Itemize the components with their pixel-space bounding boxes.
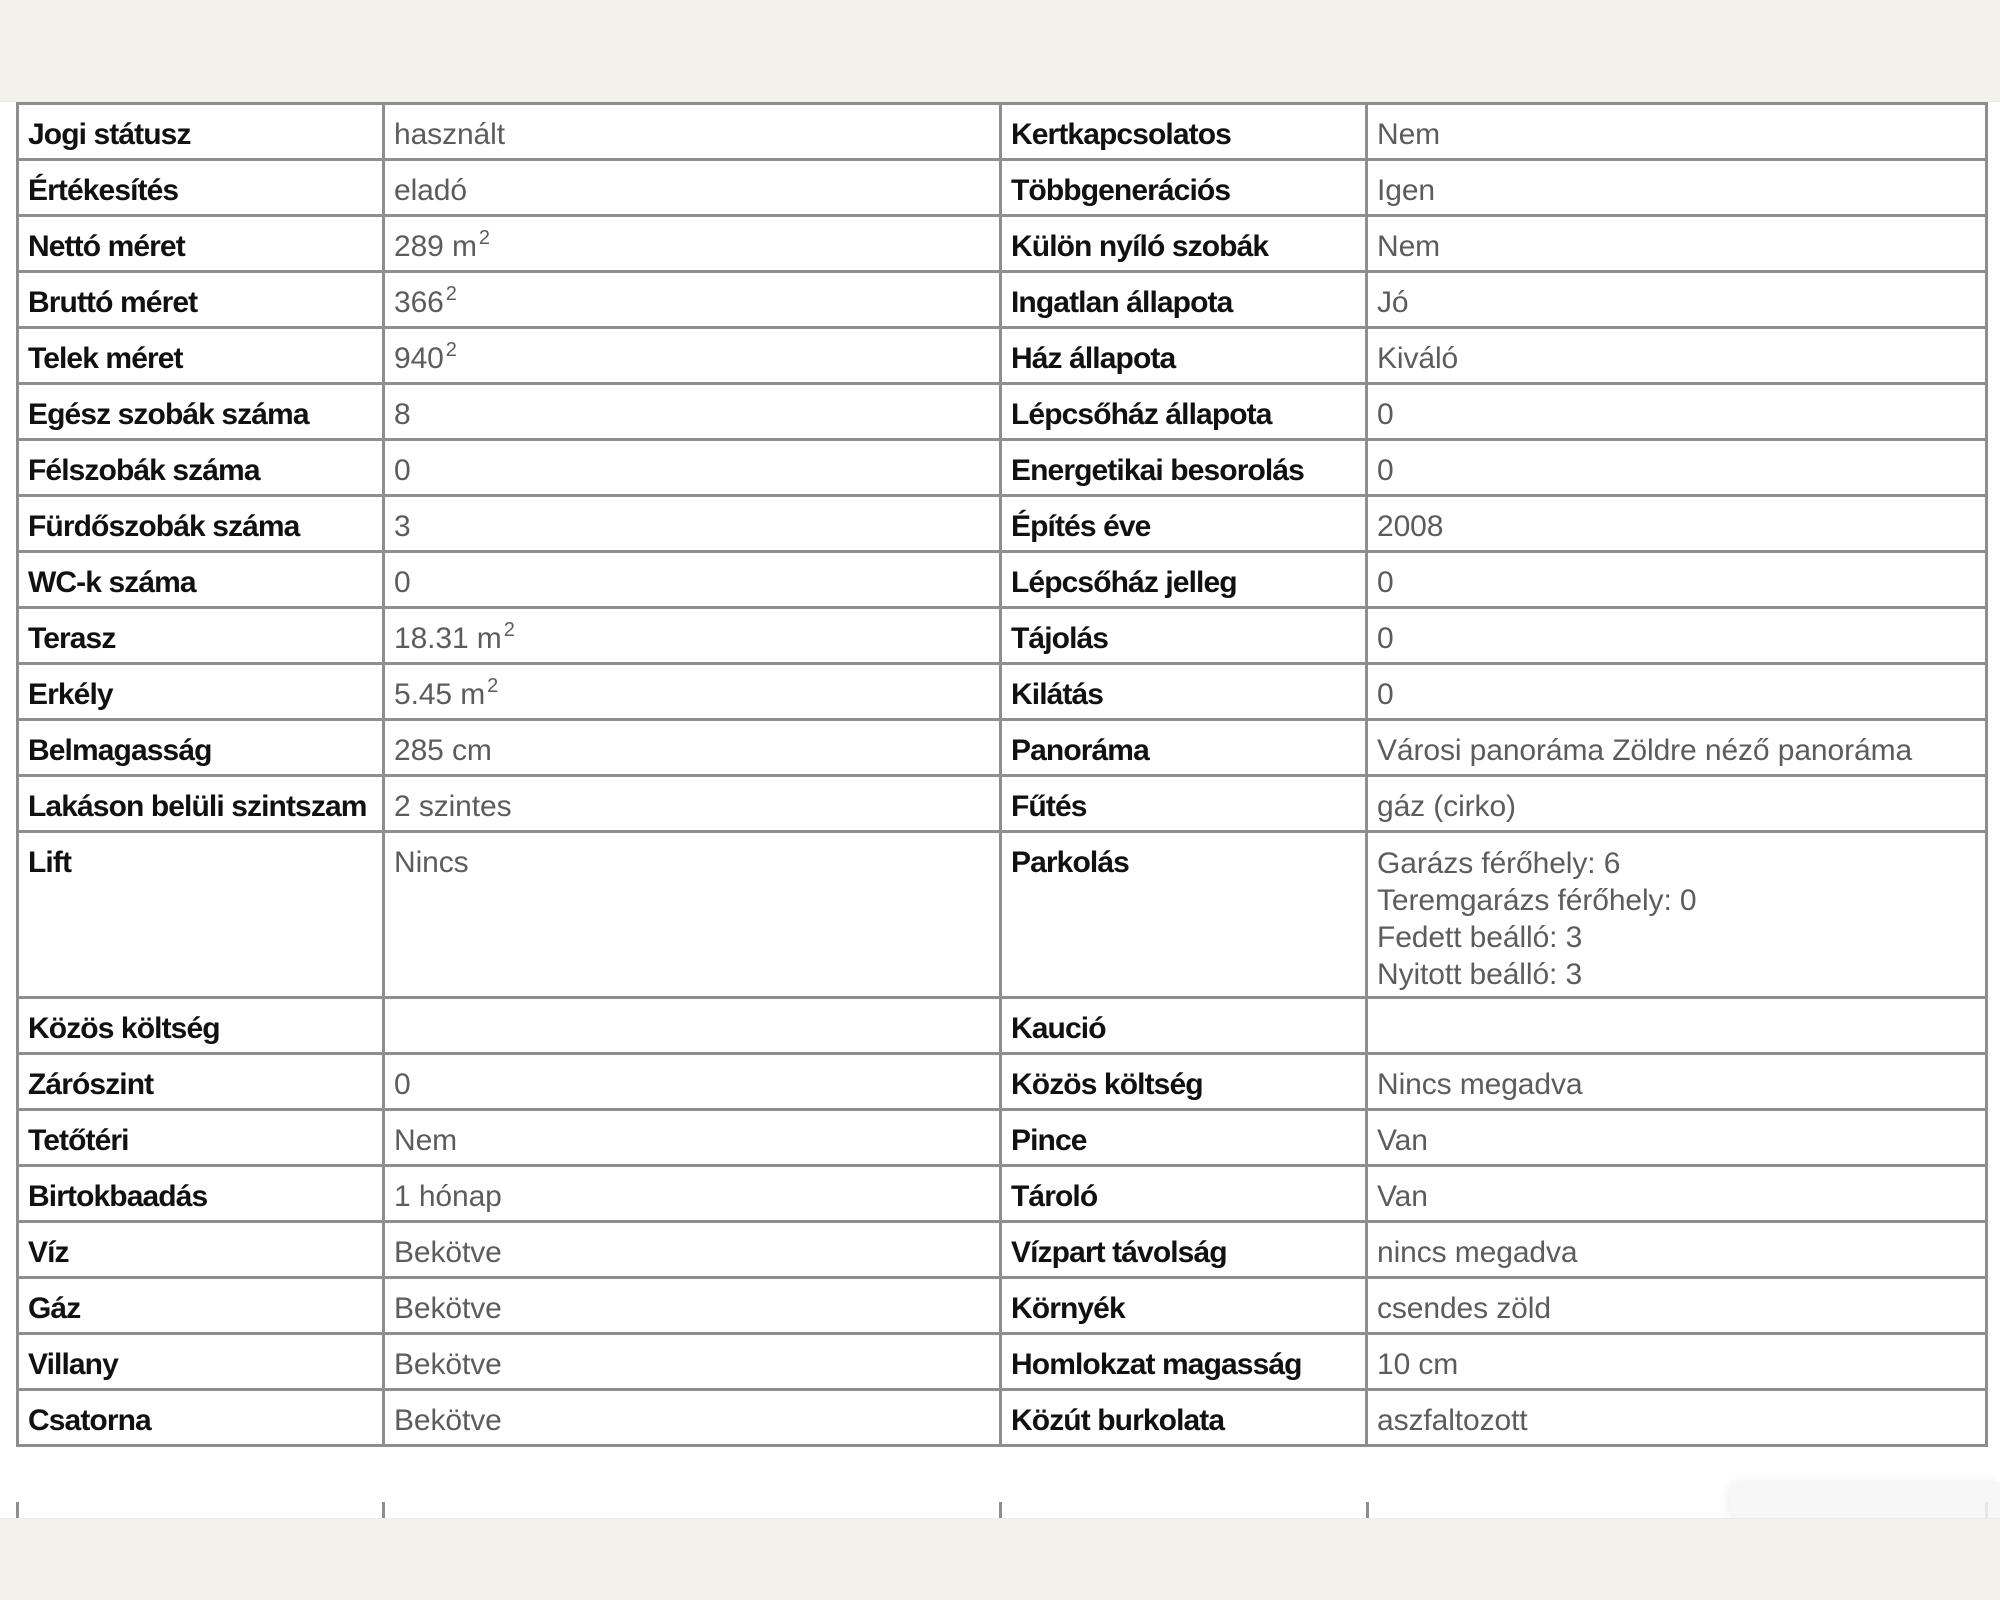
label-cell: Kertkapcsolatos	[999, 105, 1365, 158]
value-cell: gáz (cirko)	[1365, 777, 1988, 830]
table-row	[16, 665, 1988, 721]
label-cell: Környék	[999, 1279, 1365, 1332]
table-row	[16, 273, 1988, 329]
label-cell: Lakáson belüli szintszam	[16, 777, 382, 830]
value-cell: 0	[1365, 665, 1988, 718]
value-cell	[1365, 999, 1988, 1052]
label-cell: WC-k száma	[16, 553, 382, 606]
value-cell: nincs megadva	[1365, 1223, 1988, 1276]
label-cell: Félszobák száma	[16, 441, 382, 494]
label-cell: Lépcsőház jelleg	[999, 553, 1365, 606]
label-cell: Jogi státusz	[16, 105, 382, 158]
label-cell: Nettó méret	[16, 217, 382, 270]
value-cell: Van	[1365, 1167, 1988, 1220]
label-cell: Többgenerációs	[999, 161, 1365, 214]
label-cell: Értékesítés	[16, 161, 382, 214]
unit-superscript: 2	[503, 619, 515, 641]
value-cell: Bekötve	[382, 1391, 999, 1444]
label-cell: Kilátás	[999, 665, 1365, 718]
table-row	[16, 999, 1988, 1055]
table-row	[16, 1279, 1988, 1335]
value-text: 5.45 m	[394, 678, 486, 711]
parking-line: Garázs férőhely: 6	[1377, 847, 1621, 880]
value-cell	[1365, 833, 1988, 996]
parking-line: Fedett beálló: 3	[1377, 921, 1583, 954]
table-row	[16, 1055, 1988, 1111]
label-cell: Homlokzat magasság	[999, 1335, 1365, 1388]
property-details-table	[16, 102, 1988, 1447]
table-row	[16, 161, 1988, 217]
table-row	[16, 441, 1988, 497]
value-cell: Nem	[1365, 217, 1988, 270]
value-cell: 3	[382, 497, 999, 550]
table-row	[16, 329, 1988, 385]
value-cell	[382, 665, 999, 718]
value-cell: Jó	[1365, 273, 1988, 326]
table-row	[16, 497, 1988, 553]
label-cell: Telek méret	[16, 329, 382, 382]
label-cell: Energetikai besorolás	[999, 441, 1365, 494]
label-cell: Víz	[16, 1223, 382, 1276]
value-cell: Van	[1365, 1111, 1988, 1164]
table-row	[16, 1223, 1988, 1279]
label-cell: Panoráma	[999, 721, 1365, 774]
table-continuation-divider	[1366, 1502, 1369, 1518]
label-cell: Kaució	[999, 999, 1365, 1052]
label-cell: Ház állapota	[999, 329, 1365, 382]
value-cell: aszfaltozott	[1365, 1391, 1988, 1444]
table-continuation	[16, 1502, 1988, 1518]
label-cell: Zárószint	[16, 1055, 382, 1108]
label-cell: Bruttó méret	[16, 273, 382, 326]
label-cell: Lépcsőház állapota	[999, 385, 1365, 438]
value-cell: Nem	[1365, 105, 1988, 158]
table-row	[16, 385, 1988, 441]
table-row	[16, 1335, 1988, 1391]
table-row	[16, 1111, 1988, 1167]
label-cell: Parkolás	[999, 833, 1365, 996]
value-cell: Igen	[1365, 161, 1988, 214]
value-text: 18.31 m	[394, 622, 502, 655]
value-cell	[382, 609, 999, 662]
value-cell: 2008	[1365, 497, 1988, 550]
label-cell: Építés éve	[999, 497, 1365, 550]
value-cell: 0	[1365, 385, 1988, 438]
value-cell: 8	[382, 385, 999, 438]
label-cell: Gáz	[16, 1279, 382, 1332]
value-cell: 0	[1365, 609, 1988, 662]
value-cell: 0	[382, 1055, 999, 1108]
label-cell: Lift	[16, 833, 382, 996]
value-cell: 0	[1365, 441, 1988, 494]
label-cell: Erkély	[16, 665, 382, 718]
value-cell: Bekötve	[382, 1279, 999, 1332]
unit-superscript: 2	[445, 339, 457, 361]
table-row	[16, 721, 1988, 777]
value-cell: Városi panoráma Zöldre néző panoráma	[1365, 721, 1988, 774]
table-row	[16, 833, 1988, 999]
value-cell: csendes zöld	[1365, 1279, 1988, 1332]
table-row	[16, 1391, 1988, 1447]
value-cell: Bekötve	[382, 1223, 999, 1276]
value-cell: Kiváló	[1365, 329, 1988, 382]
table-row	[16, 609, 1988, 665]
label-cell: Közös költség	[999, 1055, 1365, 1108]
table-row	[16, 217, 1988, 273]
value-cell	[382, 217, 999, 270]
parking-line: Teremgarázs férőhely: 0	[1377, 884, 1697, 917]
value-cell: Bekötve	[382, 1335, 999, 1388]
value-cell	[382, 329, 999, 382]
value-cell: 0	[382, 553, 999, 606]
label-cell: Pince	[999, 1111, 1365, 1164]
label-cell: Belmagasság	[16, 721, 382, 774]
label-cell: Egész szobák száma	[16, 385, 382, 438]
table-row	[16, 105, 1988, 161]
label-cell: Külön nyíló szobák	[999, 217, 1365, 270]
label-cell: Közös költség	[16, 999, 382, 1052]
value-text: 366	[394, 286, 444, 319]
label-cell: Ingatlan állapota	[999, 273, 1365, 326]
value-cell: Nincs	[382, 833, 999, 996]
label-cell: Birtokbaadás	[16, 1167, 382, 1220]
value-cell	[382, 273, 999, 326]
label-cell: Tetőtéri	[16, 1111, 382, 1164]
property-details-sheet	[0, 102, 2000, 1518]
value-cell: Nem	[382, 1111, 999, 1164]
value-cell: 0	[382, 441, 999, 494]
value-cell	[382, 999, 999, 1052]
label-cell: Tájolás	[999, 609, 1365, 662]
value-cell: Nincs megadva	[1365, 1055, 1988, 1108]
label-cell: Villany	[16, 1335, 382, 1388]
table-row	[16, 777, 1988, 833]
unit-superscript: 2	[478, 227, 490, 249]
value-cell: eladó	[382, 161, 999, 214]
value-cell: 0	[1365, 553, 1988, 606]
label-cell: Terasz	[16, 609, 382, 662]
value-text: 940	[394, 342, 444, 375]
value-text: 289 m	[394, 230, 477, 263]
floating-overlay	[1730, 1482, 2000, 1518]
label-cell: Vízpart távolság	[999, 1223, 1365, 1276]
label-cell: Tároló	[999, 1167, 1365, 1220]
label-cell: Csatorna	[16, 1391, 382, 1444]
unit-superscript: 2	[487, 675, 499, 697]
parking-line: Nyitott beálló: 3	[1377, 958, 1583, 991]
unit-superscript: 2	[445, 283, 457, 305]
value-cell: 285 cm	[382, 721, 999, 774]
label-cell: Közút burkolata	[999, 1391, 1365, 1444]
value-cell: 1 hónap	[382, 1167, 999, 1220]
value-cell: 2 szintes	[382, 777, 999, 830]
table-row	[16, 553, 1988, 609]
label-cell: Fűtés	[999, 777, 1365, 830]
value-cell: használt	[382, 105, 999, 158]
table-row	[16, 1167, 1988, 1223]
value-cell: 10 cm	[1365, 1335, 1988, 1388]
label-cell: Fürdőszobák száma	[16, 497, 382, 550]
